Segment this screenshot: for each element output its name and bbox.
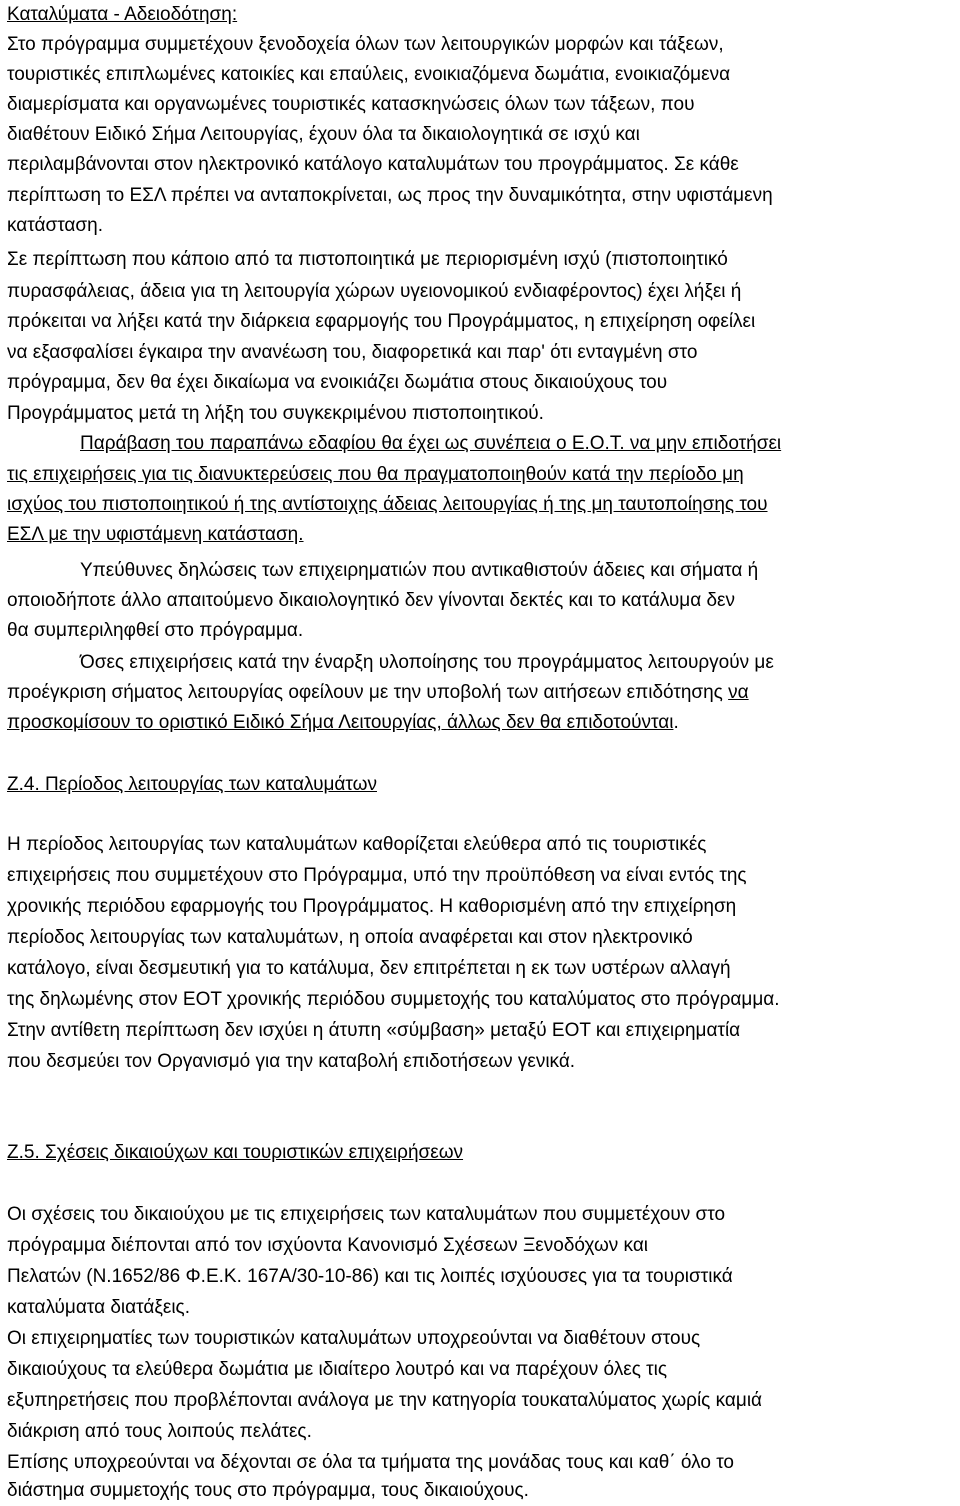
paragraph-line: πυρασφάλειας, άδεια για τη λειτουργία χώρων υγειονομικού ενδιαφέροντος) έχει λήξει ή <box>7 281 742 302</box>
paragraph-line: δικαιούχους τα ελεύθερα δωμάτια με ιδιαίτερο λουτρό και να παρέχουν όλες τις <box>7 1359 668 1380</box>
underlined-line: ΕΣΛ με την υφιστάμενη κατάσταση. <box>7 524 304 545</box>
paragraph-line: οποιοδήποτε άλλο απαιτούμενο δικαιολογητικό δεν γίνονται δεκτές και το κατάλυμα δεν <box>7 590 736 611</box>
paragraph-line: Πελατών (Ν.1652/86 Φ.Ε.Κ. 167Α/30-10-86) και τις λοιπές ισχύουσες για τα τουριστικά <box>7 1266 733 1287</box>
paragraph-line-mixed <box>7 678 749 708</box>
underlined-text: προσκομίσουν το οριστικό Ειδικό Σήμα Λειτουργίας, άλλως δεν θα επιδοτούνται <box>7 712 674 733</box>
paragraph-line: Προγράμματος μετά τη λήξη του συγκεκριμένου πιστοποιητικού. <box>7 403 544 424</box>
paragraph-line: Οι σχέσεις του δικαιούχου με τις επιχειρήσεις των καταλυμάτων που συμμετέχουν στο <box>7 1204 726 1225</box>
paragraph-line: θα συμπεριληφθεί στο πρόγραμμα. <box>7 620 304 641</box>
paragraph-line: διαμερίσματα και οργανωμένες τουριστικές κατασκηνώσεις όλων των τάξεων, που <box>7 94 695 115</box>
paragraph-line: Υπεύθυνες δηλώσεις των επιχειρηματιών που αντικαθιστούν άδειες και σήματα ή <box>80 560 759 581</box>
paragraph-line: κατάλογο, είναι δεσμευτική για το κατάλυμα, δεν επιτρέπεται η εκ των υστέρων αλλαγή <box>7 958 731 979</box>
paragraph-text: προέγκριση σήματος λειτουργίας οφείλουν με την υποβολή των αιτήσεων επιδότησης <box>7 682 729 703</box>
paragraph-line: καταλύματα διατάξεις. <box>7 1297 190 1318</box>
paragraph-text: . <box>673 712 679 733</box>
paragraph-line: που δεσμεύει τον Οργανισμό για την καταβολή επιδοτήσεων γενικά. <box>7 1051 576 1072</box>
paragraph-line: τουριστικές επιπλωμένες κατοικίες και επαύλεις, ενοικιαζόμενα δωμάτια, ενοικιαζόμενα <box>7 64 731 85</box>
paragraph-line: περίπτωση το ΕΣΛ πρέπει να ανταποκρίνεται, ως προς την δυναμικότητα, στην υφιστάμενη <box>7 185 773 206</box>
paragraph-line: χρονικής περιόδου εφαρμογής του Προγράμματος. Η καθορισμένη από την επιχείρηση <box>7 896 737 917</box>
paragraph-line-mixed <box>7 708 679 738</box>
paragraph-line: περίοδος λειτουργίας των καταλυμάτων, η οποία αναφέρεται και στον ηλεκτρονικό <box>7 927 693 948</box>
paragraph-line: πρόγραμμα διέπονται από τον ισχύοντα Κανονισμό Σχέσεων Ξενοδόχων και <box>7 1235 649 1256</box>
paragraph-line: να εξασφαλίσει έγκαιρα την ανανέωση του, διαφορετικά και παρ' ότι ενταγμένη στο <box>7 342 698 363</box>
paragraph-line: πρόκειται να λήξει κατά την διάρκεια εφαρμογής του Προγράμματος, η επιχείρηση οφείλει <box>7 311 756 332</box>
paragraph-line: επιχειρήσεις που συμμετέχουν στο Πρόγραμμα, υπό την προϋπόθεση να είναι εντός της <box>7 865 747 886</box>
section-heading-z5: Ζ.5. Σχέσεις δικαιούχων και τουριστικών επιχειρήσεων <box>7 1142 464 1163</box>
paragraph-line: Στο πρόγραμμα συμμετέχουν ξενοδοχεία όλων των λειτουργικών μορφών και τάξεων, <box>7 34 724 55</box>
paragraph-line: εξυπηρετήσεις που προβλέπονται ανάλογα με την κατηγορία τουκαταλύματος χωρίς καμιά <box>7 1390 763 1411</box>
paragraph-line: διάκριση από τους λοιπούς πελάτες. <box>7 1421 312 1442</box>
paragraph-line: κατάσταση. <box>7 215 103 236</box>
paragraph-line: Η περίοδος λειτουργίας των καταλυμάτων καθορίζεται ελεύθερα από τις τουριστικές <box>7 834 707 855</box>
paragraph-line: διαθέτουν Ειδικό Σήμα Λειτουργίας, έχουν όλα τα δικαιολογητικά σε ισχύ και <box>7 124 640 145</box>
section-heading-accommodation: Καταλύματα - Αδειοδότηση: <box>7 4 238 25</box>
paragraph-line: Όσες επιχειρήσεις κατά την έναρξη υλοποίησης του προγράμματος λειτουργούν με <box>80 652 774 673</box>
underlined-line: Παράβαση του παραπάνω εδαφίου θα έχει ως συνέπεια ο Ε.Ο.Τ. να μην επιδοτήσει <box>80 433 782 454</box>
paragraph-line: Σε περίπτωση που κάποιο από τα πιστοποιητικά με περιορισμένη ισχύ (πιστοποιητικό <box>7 249 728 270</box>
paragraph-line: πρόγραμμα, δεν θα έχει δικαίωμα να ενοικιάζει δωμάτια στους δικαιούχους του <box>7 372 668 393</box>
underlined-text: να <box>728 682 749 703</box>
paragraph-line: Οι επιχειρηματίες των τουριστικών καταλυμάτων υποχρεούνται να διαθέτουν στους <box>7 1328 701 1349</box>
paragraph-line: περιλαμβάνονται στον ηλεκτρονικό κατάλογο καταλυμάτων του προγράμματος. Σε κάθε <box>7 154 739 175</box>
underlined-line: τις επιχειρήσεις για τις διανυκτερεύσεις που θα πραγματοποιηθούν κατά την περίοδο μη <box>7 464 744 485</box>
underlined-line: ισχύος του πιστοποιητικού ή της αντίστοιχης άδειας λειτουργίας ή της μη ταυτοποίησης του <box>7 494 768 515</box>
paragraph-line: Στην αντίθετη περίπτωση δεν ισχύει η άτυπη «σύμβαση» μεταξύ ΕΟΤ και επιχειρηματία <box>7 1020 741 1041</box>
paragraph-line: της δηλωμένης στον ΕΟΤ χρονικής περιόδου συμμετοχής του καταλύματος στο πρόγραμμα. <box>7 989 780 1010</box>
paragraph-line: Επίσης υποχρεούνται να δέχονται σε όλα τα τμήματα της μονάδας τους και καθ΄ όλο το <box>7 1452 734 1473</box>
section-heading-z4: Ζ.4. Περίοδος λειτουργίας των καταλυμάτων <box>7 774 377 795</box>
paragraph-line: διάστημα συμμετοχής τους στο πρόγραμμα, τους δικαιούχους. <box>7 1480 529 1501</box>
